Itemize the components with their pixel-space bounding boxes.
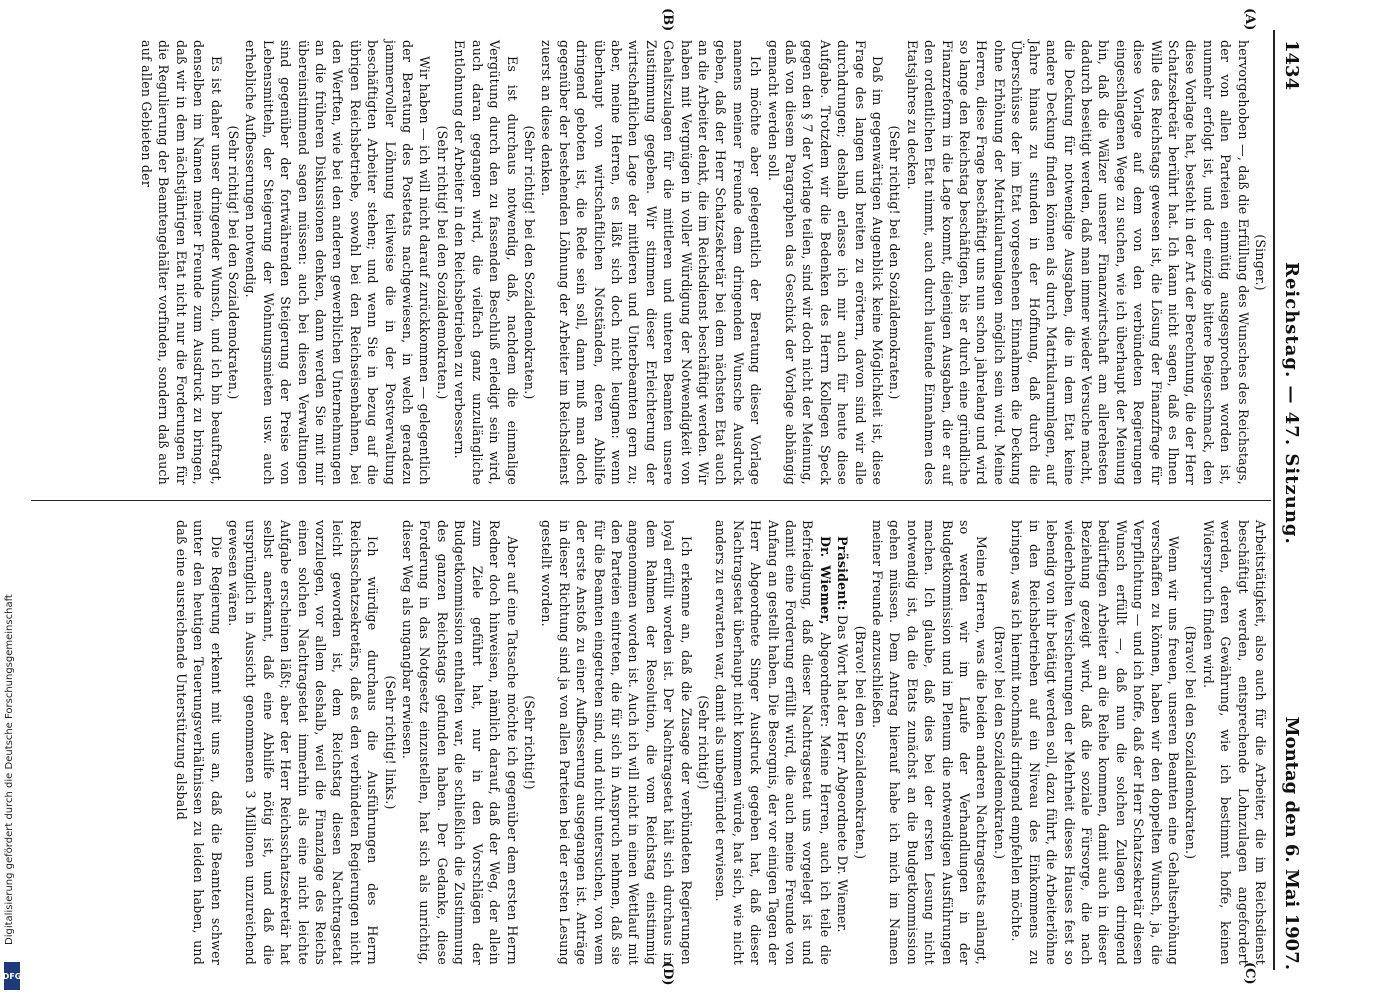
- paragraph: Ich würdige durchaus die Ausführungen des Herrn Reichsschatzsekretärs, daß es den verbündeten Regierungen nicht leicht geworden ist, dem Reichstag diesen Nachtragsetat vorzulegen, vor allem deshalb, weil die Finanzlage des Reichs einen solchen Nachtragsetat immerhin als eine nicht leichte Aufgabe erscheinen läßt; aber der Herr Reichsschatzsekretär hat selbst anerkannt, daß eine Abhilfe nötig ist, und daß die ursprünglich in Aussicht genommenen 3 Millionen unzureichend gewesen wären.: [226, 520, 381, 965]
- applause-note: (Sehr richtig! links.): [382, 675, 398, 810]
- applause-note: (Sehr richtig! bei den Sozialdemokraten.): [226, 125, 242, 400]
- president-remark: [834, 520, 851, 965]
- paragraph: Es ist durchaus notwendig, daß, nachdem die einmalige Vergütung durch den zu fassenden Beschluß erledigt sein wird, auch daran gegangen wird, die vielfach ganz unzulängliche Entlohnung der Arbeiter in den Reichsbetrieben zu verbessern.: [452, 40, 520, 485]
- paragraph: Aber auf eine Tatsache möchte ich gegenüber dem ersten Herrn Redner doch hinweisen, nämlich darauf, daß der Weg, der allein zum Ziele geführt hat, nur in den Vorschlägen der Budgetkommission enthalten war, die schließlich die Zustimmung des ganzen Reichstags gefunden haben. Der Gedanke, diese Forderung in das Notgesetz einzustellen, hat sich als unrichtig, dieser Weg als ungangbar erwiesen.: [400, 520, 520, 965]
- page-date: Montag den 6. Mai 1907.: [1281, 716, 1303, 970]
- margin-mark-a: (A): [1242, 8, 1257, 31]
- paragraph: Wir haben — ich will nicht darauf zurückkommen — gelegentlich der Beratung des Postetats nachgewiesen, in welch geradezu jammervoller Löhnung teilweise die in der Postverwaltung beschäftigten Arbeiter stehen; und wenn Sie in bezug auf die übrigen Reichsbetriebe, sowohl bei den Reichseisenbahnen, bei den Werften, wie bei den anderen gewerblichen Unternehmungen an die früheren Diskussionen denken, dann werden Sie mit mir übereinstimmend sagen müssen: auch bei diesen Verwaltungen sind gegenüber der fortwährenden Steigerung der Preise von Lebensmitteln, der Steigerung der Wohnungsmieten usw. auch erhebliche Aufbesserungen notwendig.: [243, 40, 433, 485]
- left-column: [138, 40, 1269, 485]
- paragraph: Ich möchte aber gelegentlich der Beratung dieser Vorlage namens meiner Freunde dem dringenden Wunsche Ausdruck geben, daß der Herr Schatzsekretär bei dem nächsten Etat auch an die Arbeiter denkt, die im Reichsdienst beschäftigt werden. Wir haben mit Vergnügen in voller Würdigung der Notwendigkeit von Gehaltszulagen für die mittleren und unteren Beamten unsere Zustimmung gegeben. Wir stimmen dieser Erleichterung der wirtschaftlichen Lage der mittleren und Unterbeamten gern zu; aber, meine Herren, es läßt sich doch nicht leugnen: wenn überhaupt von wirtschaftlichen Notständen, deren Abhilfe dringend geboten ist, die Rede sein soll, dann muß man doch gegenüber der bestehenden Löhnung der Arbeiter im Reichsdienst zuerst an diese denken.: [539, 40, 764, 485]
- paragraph: Arbeitstätigkeit, also auch für die Arbeiter, die im Reichsdienst beschäftigt werden, entsprechende Lohnzulagen angefordert werden, deren Gewährung, wie ich bestimmt hoffe, keinen Widerspruch finden wird.: [1200, 520, 1268, 965]
- applause-note: (Sehr richtig! bei den Sozialdemokraten.): [521, 125, 537, 400]
- page-title: Reichstag. — 47. Sitzung.: [1281, 261, 1303, 545]
- paragraph: Die Regierung erkennt mit uns an, daß die Beamten schwer unter den heutigen Teuerungsverhältnissen zu leiden haben, und daß eine ausreichende Unterstützung alsbald: [173, 520, 224, 965]
- paragraph: Ich erkenne an, daß die Zusage der verbündeten Regierungen loyal erfüllt worden ist. Der Nachtragsetat hält sich durchaus in dem Rahmen der Resolution, die vom Reichstag einstimmig angenommen worden ist. Auch ich will nicht in einen Wettlauf mit den Parteien eintreten, die für sich in Anspruch nehmen, daß sie für die Beamten eingetreten sind, und nicht untersuchen, von wem der erste Anstoß zu einer Aufbesserung ausgegangen ist. Anträge in dieser Richtung sind ja von allen Parteien bei der ersten Lesung gestellt worden.: [539, 520, 694, 965]
- applause-note: (Sehr richtig! bei den Sozialdemokraten.): [887, 125, 903, 400]
- president-label: Präsident:: [835, 536, 851, 611]
- page-number: 1434: [1281, 40, 1303, 91]
- paragraph: Es ist daher unser dringender Wunsch, und ich bin beauftragt, denselben im Namen meiner Freunde zum Ausdruck zu bringen, daß wir in dem nächstjährigen Etat nicht nur die Forderungen für die Regulierung der Beamtengehälter vorfinden, sondern daß auch auf allen Gebieten der: [139, 40, 224, 485]
- margin-mark-c: (C): [1242, 962, 1257, 985]
- scanned-page: [15, 0, 1315, 1000]
- paragraph: Meine Herren, auch ich teile die Befriedigung, daß dieser Nachtragsetat uns vorgelegt ist und damit eine Forderung erfüllt wird, die auch meine Freunde von Anfang an gestellt haben. Die Besorgnis, der vor einigen Tagen der Herr Abgeordnete Singer Ausdruck gegeben hat, daß dieser Nachtragsetat überhaupt nicht kommen würde, hat sich, wie nicht anders zu erwarten war, damit als unbegründet erwiesen.: [713, 520, 833, 965]
- speech-opening: [712, 520, 834, 965]
- right-column: [172, 520, 1269, 965]
- president-text: Das Wort hat der Herr Abgeordnete Dr. Wiemer.: [835, 614, 851, 933]
- applause-note: (Bravo! bei den Sozialdemokraten.): [991, 625, 1007, 860]
- margin-mark-d: (D): [660, 962, 675, 986]
- applause-note: (Bravo! bei den Sozialdemokraten.): [1183, 625, 1199, 860]
- speaker-tag: (Singer.): [1253, 234, 1268, 291]
- page-header: [1277, 40, 1307, 970]
- applause-note: (Sehr richtig!): [521, 695, 537, 790]
- paragraph: Wenn wir uns freuen, unseren Beamten eine Gehaltserhöhung verschaffen zu können, haben wir den doppelten Wunsch, ja, die Verpflichtung — und ich hoffe, daß der Herr Schatzsekretär diesen Wunsch erfüllt —, daß nun die solchen Zulagen dringend bedürftigen Arbeiter an die Reihe kommen, damit auch in dieser Beziehung gezeigt wird, daß die soziale Fürsorge, die nach wiederholten Versicherungen der Mehrheit dieses Hauses fest so lebendig von ihr betätigt werden soll, dazu führt, die Arbeiterlöhne in den Reichsbetrieben auf ein Niveau des Einkommens zu bringen, was ich hiermit nochmals dringend empfehlen möchte.: [1009, 520, 1181, 965]
- applause-note: (Bravo! bei den Sozialdemokraten.): [852, 625, 868, 860]
- speaker-role: Abgeordneter:: [817, 632, 833, 728]
- paragraph: hervorgehoben —, daß die Erfüllung des Wunsches des Reichstags, der von allen Parteien einmütig ausgesprochen worden ist, nunmehr erfolgt ist, und der einzige bittere Beigeschmack, den diese Vorlage hat, besteht in der Art der Berechnung, die der Herr Schatzsekretär berührt hat. Ich kann nicht sagen, daß es Ihnen Wille des Reichstags gewesen ist, die Lösung der Finanzfrage für diese Vorlage auf dem von den verbündeten Regierungen eingeschlagenen Wege zu suchen, wie ich überhaupt der Meinung bin, daß die Wälzer unserer Finanzwirtschaft am allerehesten dadurch beseitigt werden, daß man immer wieder Versuche macht, die Deckung für notwendige Ausgaben, die in dem Etat keine andere Deckung finden können als durch Matrikularumlagen, auf Jahre hinaus zu stunden in der Hoffnung, daß durch die Überschüsse der im Etat vorgesehenen Einnahmen die Deckung ohne Erhöhung der Matrikularumlagen möglich sein wird. Meine Herren, diese Frage beschäftigt uns nun schon jahrelang und wird so lange den Reichstag beschäftigen, bis er durch eine gründliche Finanzreform in die Lage kommt, diejenigen Ausgaben, die er auf den ordentlichen Etat nimmt, auch durch laufende Einnahmen des Etatsjahres zu decken.: [904, 40, 1251, 485]
- applause-note: (Sehr richtig!): [696, 695, 711, 790]
- speaker-name: Dr. Wiemer,: [817, 536, 833, 625]
- dfg-logo: DFG: [4, 962, 20, 990]
- paragraph: Daß im gegenwärtigen Augenblick keine Möglichkeit ist, diese Frage des langen und breiten zu erörtern, davon sind wir alle durchdrungen; deshalb erlasse ich mir auch für heute diese Aufgabe. Trotzdem wir die Bedenken des Herrn Kollegen Speck gegen den § 7 der Vorlage teilen, sind wir doch nicht der Meinung, daß von diesem Paragraphen das Geschick der Vorlage abhängig gemacht werden soll.: [765, 40, 886, 485]
- margin-mark-b: (B): [660, 8, 675, 32]
- paragraph: Meine Herren, was die beiden anderen Nachtragsetats anlangt, so werden wir im Laufe der Verhandlungen in der Budgetkommission und im Plenum die notwendigen Ausführungen machen. Ich glaube, daß dies bei der ersten Lesung nicht notwendig ist, da die Etats zunächst an die Budgetkommission gehen müssen. Dem Antrag hierauf habe ich mich im Namen meiner Freunde anzuschließen.: [870, 520, 990, 965]
- header-rule: [1273, 30, 1275, 970]
- applause-note: (Sehr richtig! bei den Sozialdemokraten.): [434, 125, 450, 400]
- funding-credit-text: Digitalisierung gefördert durch die Deutsche Forschungsgemeinschaft: [4, 594, 15, 945]
- column-rule: [31, 500, 1271, 501]
